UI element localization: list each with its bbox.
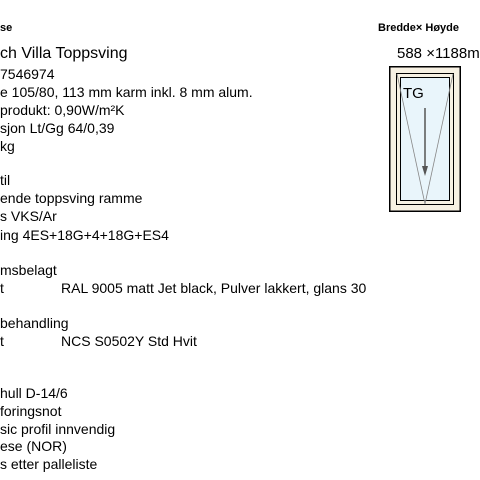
dimensions-value: 588 ×1188m: [397, 45, 480, 62]
surface-outside-label: t: [0, 280, 4, 296]
product-uvalue-line: produkt: 0,90W/m²K: [0, 102, 125, 118]
surface-inside-value: NCS S0502Y Std Hvit: [61, 333, 197, 349]
extras-item: foringsnot: [0, 403, 62, 419]
specs-heading: til: [0, 172, 11, 188]
dimensions-header: Bredde× Høyde: [378, 22, 459, 34]
extras-item: sic profil innvendig: [0, 421, 116, 437]
extras-item: hull D-14/6: [0, 385, 68, 401]
surface-inside-heading: behandling: [0, 315, 69, 331]
product-depth-line: e 105/80, 113 mm karm inkl. 8 mm alum.: [0, 84, 253, 100]
product-name: ch Villa Toppsving: [0, 45, 128, 62]
extras-item: s etter palleliste: [0, 456, 98, 472]
product-number: 7546974: [0, 66, 55, 82]
section-header-label: se: [0, 22, 13, 34]
specs-glazing: ing 4ES+18G+4+18G+ES4: [0, 227, 169, 243]
product-sound-line: sjon Lt/Gg 64/0,39: [0, 120, 115, 136]
surface-inside-label: t: [0, 333, 4, 349]
surface-outside-value: RAL 9005 matt Jet black, Pulver lakkert, glans 30: [61, 280, 367, 296]
window-elevation-drawing: [389, 66, 461, 212]
specs-frame: ende toppsving ramme: [0, 190, 143, 206]
specs-glass-type: s VKS/Ar: [0, 208, 57, 224]
extras-item: ese (NOR): [0, 438, 67, 454]
surface-outside-heading: msbelagt: [0, 262, 57, 278]
product-weight-line: kg: [0, 138, 15, 154]
opening-type-label: TG: [403, 85, 424, 102]
